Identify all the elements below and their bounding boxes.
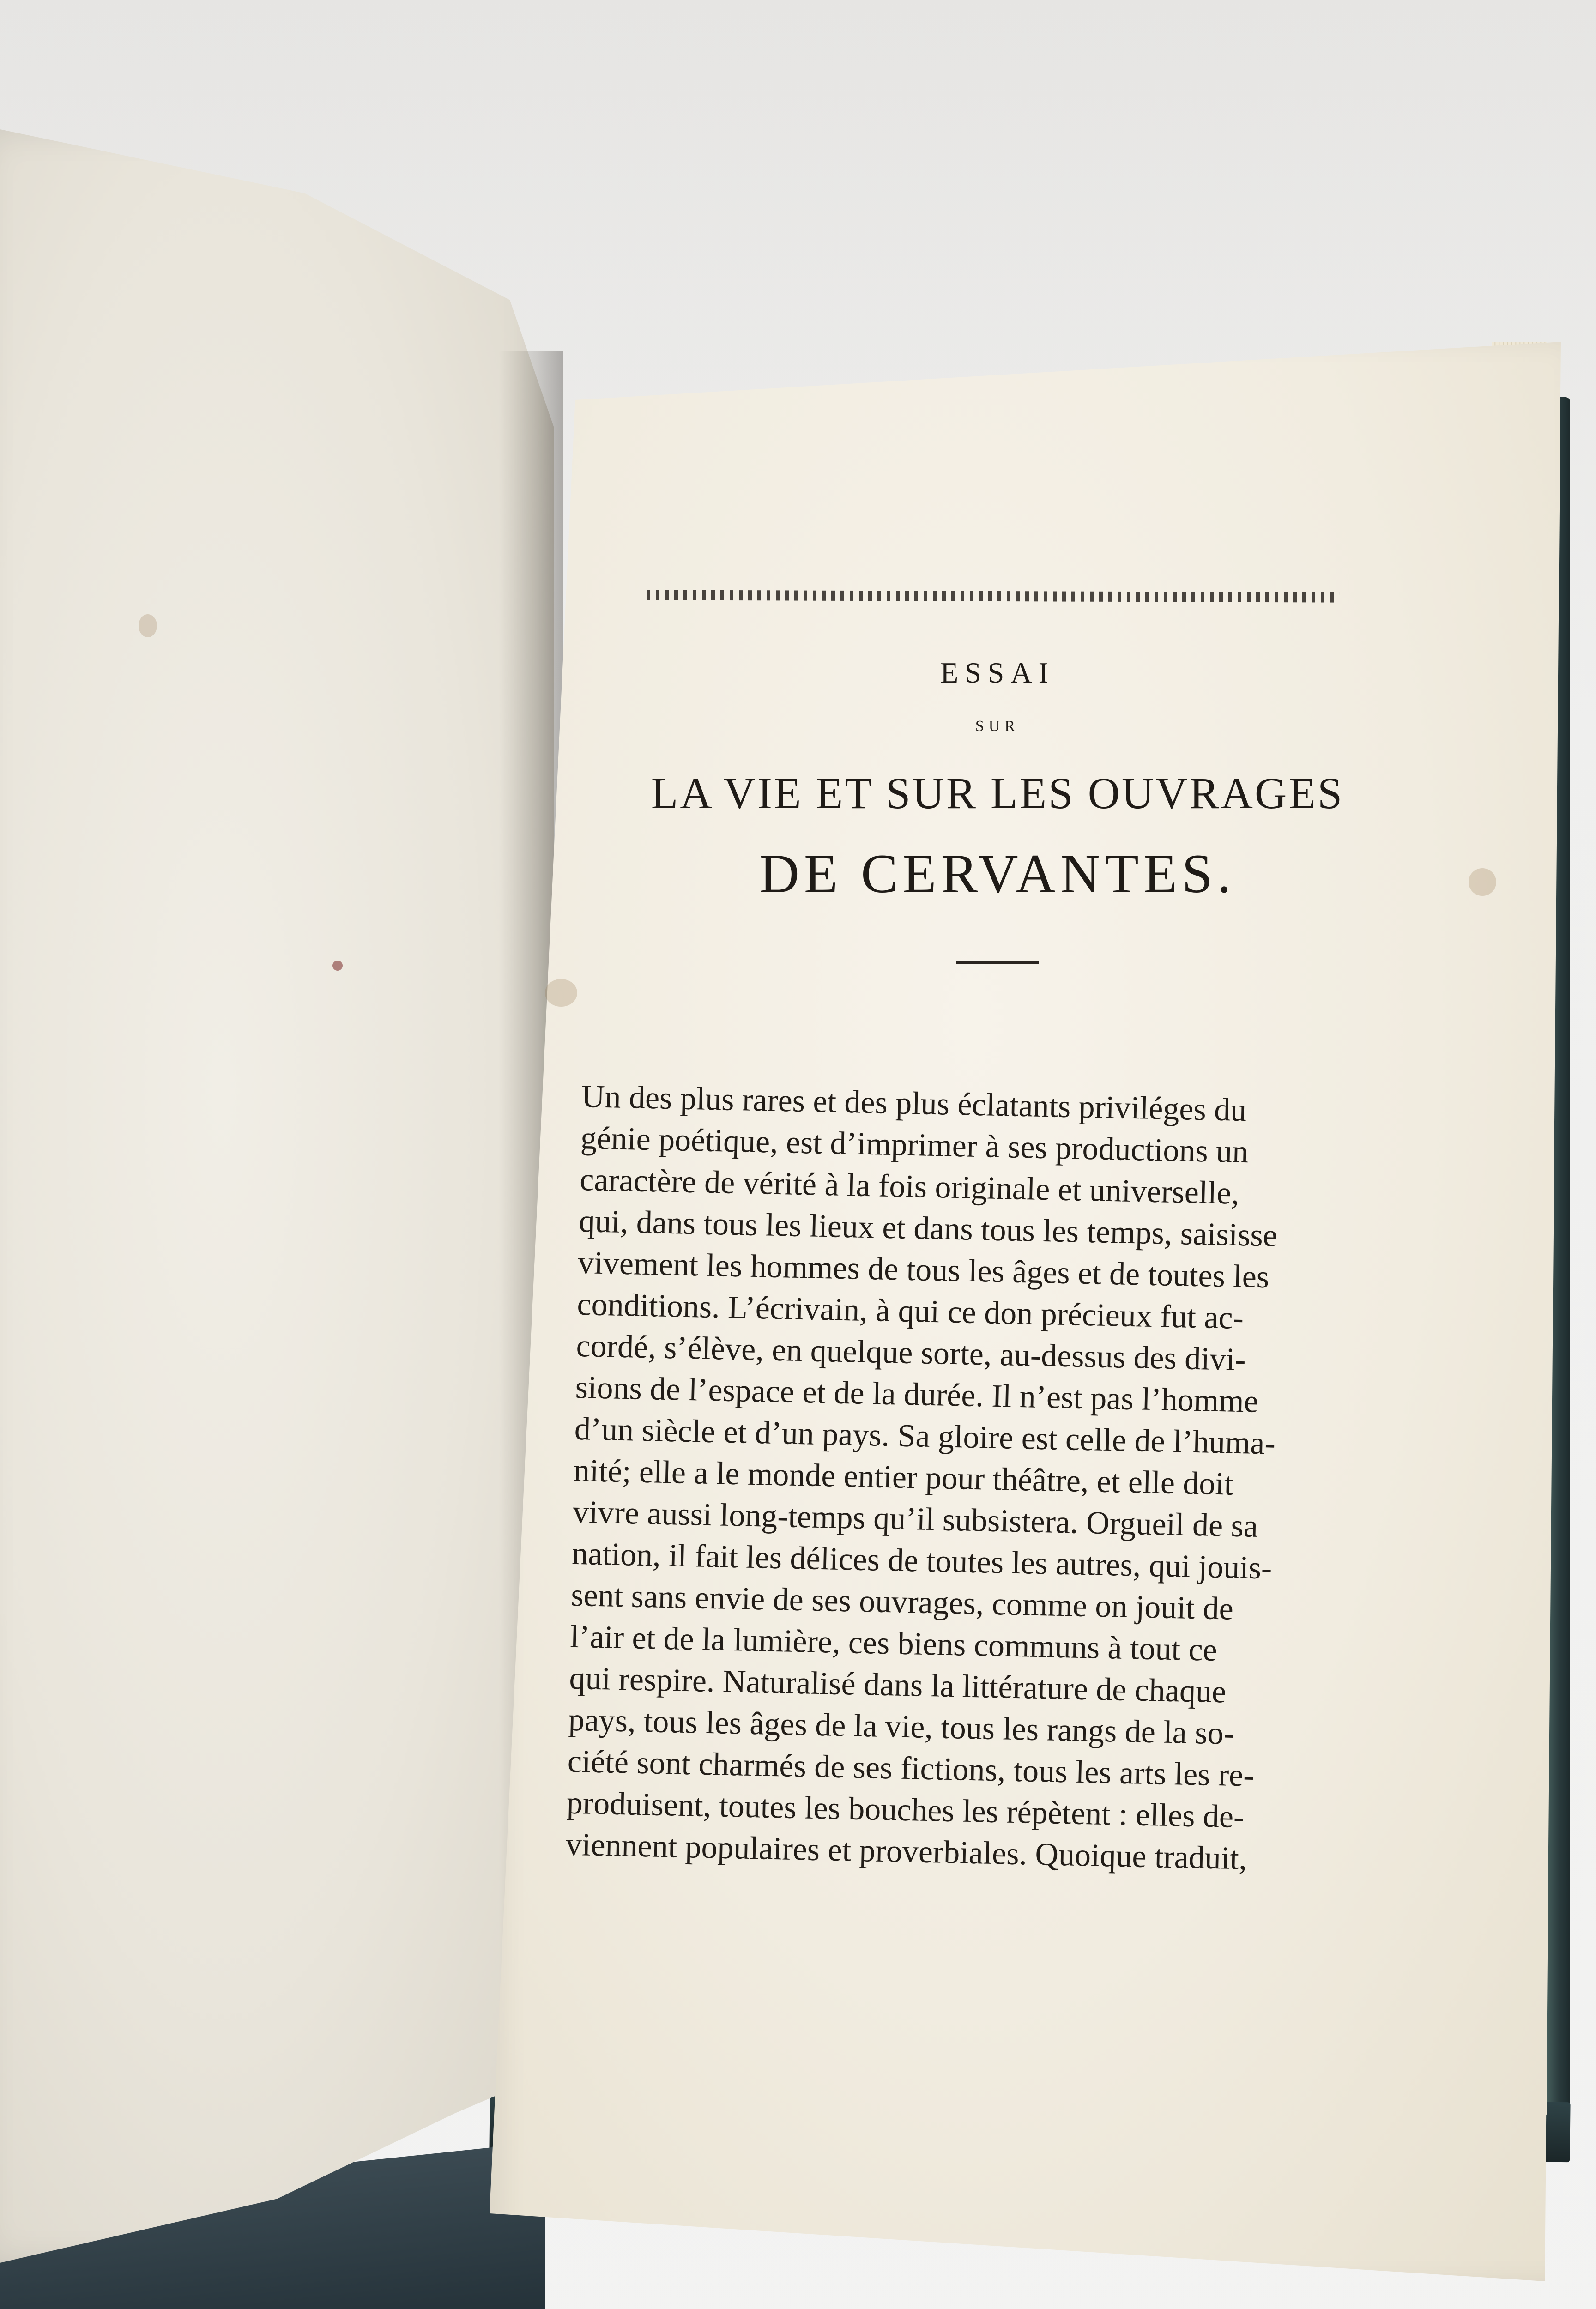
text-line: génie poétique, est d’imprimer à ses productions un [580, 1120, 1249, 1170]
foxing-spot [545, 979, 577, 1007]
title-rule [956, 961, 1039, 964]
foxing-spot [332, 961, 343, 971]
body-text [565, 1076, 1320, 1881]
text-line: caractère de vérité à la fois originale et universelle, [579, 1161, 1240, 1211]
text-line: sent sans envie de ses ouvrages, comme on jouit de [570, 1577, 1234, 1627]
text-line: produisent, toutes les bouches les répètent : elles de- [566, 1785, 1245, 1835]
title-sur: SUR [975, 718, 1020, 735]
text-line: nité; elle a le monde entier pour théâtre, et elle doit [573, 1452, 1234, 1502]
text-line: vivement les hommes de tous les âges et de toutes les [577, 1245, 1270, 1295]
text-line: vivre aussi long-temps qu’il subsistera. Orgueil de sa [572, 1494, 1258, 1544]
text-line: pays, tous les âges de la vie, tous les rangs de la so- [568, 1702, 1235, 1752]
text-line: nation, il fait les délices de toutes les autres, qui jouis- [571, 1535, 1273, 1586]
text-line: viennent populaires et proverbiales. Quoique traduit, [565, 1826, 1248, 1877]
text-line: sions de l’espace et de la durée. Il n’est pas l’homme [575, 1369, 1259, 1420]
text-line: conditions. L’écrivain, à qui ce don précieux fut ac- [576, 1286, 1244, 1336]
text-line: d’un siècle et d’un pays. Sa gloire est celle de l’huma- [574, 1411, 1276, 1462]
left-blank-page [0, 129, 554, 2263]
title-cervantes: DE CERVANTES. [759, 843, 1236, 904]
text-line: l’air et de la lumière, ces biens communs à tout ce [569, 1619, 1218, 1668]
text-line: qui, dans tous les lieux et dans tous les temps, saisisse [578, 1203, 1278, 1254]
title-main: LA VIE ET SUR LES OUVRAGES [651, 768, 1344, 818]
foxing-spot [139, 614, 157, 637]
title-essai: ESSAI [940, 656, 1055, 689]
text-line: Un des plus rares et des plus éclatants priviléges du [581, 1078, 1247, 1129]
text-line: qui respire. Naturalisé dans la littérature de chaque [568, 1660, 1227, 1710]
foxing-spot [1469, 868, 1496, 896]
title-block [628, 656, 1367, 964]
text-line: cordé, s’élève, en quelque sorte, au-dessus des divi- [575, 1328, 1246, 1378]
text-line: ciété sont charmés de ses fictions, tous les arts les re- [567, 1743, 1255, 1794]
